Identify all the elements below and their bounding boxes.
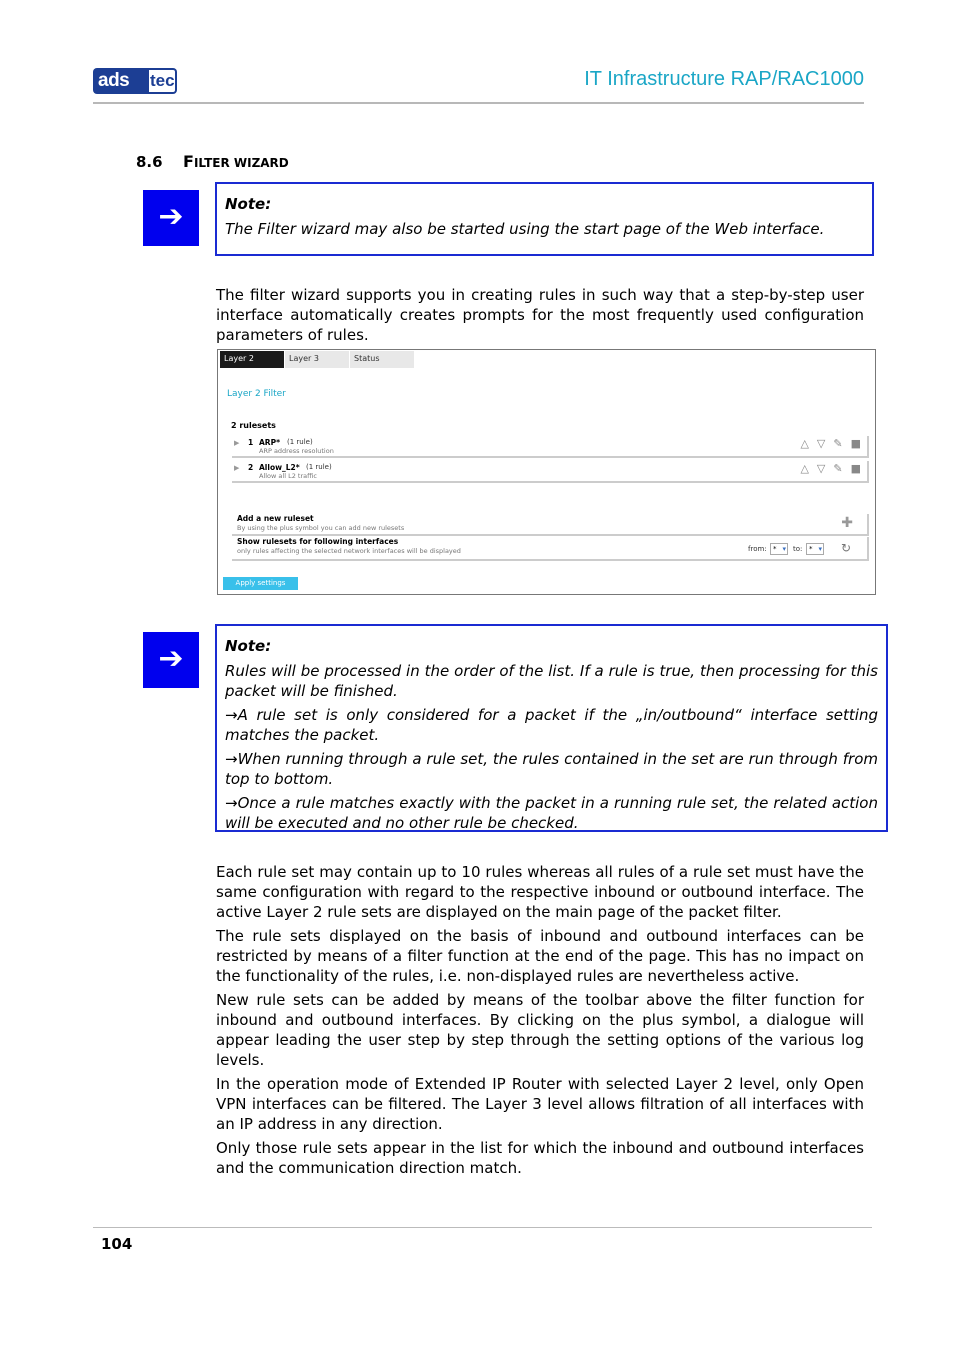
- move-down-icon[interactable]: ▽: [816, 437, 826, 450]
- delete-trash-icon[interactable]: ■: [850, 462, 861, 475]
- page-number: 104: [101, 1235, 133, 1253]
- from-label: from:: [748, 545, 767, 553]
- expand-triangle-icon[interactable]: ▶: [234, 464, 240, 472]
- section-number: 8.6: [136, 153, 163, 171]
- delete-trash-icon[interactable]: ■: [850, 437, 861, 450]
- note-text: The Filter wizard may also be started using the start page of the Web interface.: [225, 220, 825, 238]
- note-paragraph: →When running through a rule set, the rules contained in the set are run through from top to bottom.: [225, 750, 878, 788]
- ruleset-index: 2: [248, 463, 254, 472]
- note-paragraph: →Once a rule matches exactly with the packet in a running rule set, the related action will be executed and no other rule be checked.: [225, 794, 878, 832]
- refresh-icon[interactable]: ↻: [840, 541, 851, 555]
- ruleset-rule-count: (1 rule): [287, 438, 313, 446]
- ruleset-rule-count: (1 rule): [306, 463, 332, 471]
- interface-filter-bar: [232, 537, 869, 561]
- body-text: [216, 862, 864, 1182]
- body-paragraph: Each rule set may contain up to 10 rules whereas all rules of a rule set must have the same configuration with regard to the respective inbound or outbound interface. The active Layer 2 rule sets are displayed on the main page of the packet filter.: [216, 863, 864, 921]
- ruleset-actions: [800, 437, 861, 450]
- interface-filter-title: Show rulesets for following interfaces: [237, 537, 399, 546]
- expand-triangle-icon[interactable]: ▶: [234, 439, 240, 447]
- layer-filter-title: Layer 2 Filter: [227, 389, 286, 399]
- ruleset-description: Allow all L2 traffic: [259, 472, 317, 480]
- interface-filter-description: only rules affecting the selected network interfaces will be displayed: [237, 547, 461, 555]
- move-up-icon[interactable]: △: [800, 462, 809, 475]
- note-box-2: [215, 624, 888, 832]
- to-label: to:: [793, 545, 803, 553]
- note-arrow-icon: ➔: [143, 190, 199, 246]
- tab-layer-2[interactable]: Layer 2: [220, 351, 284, 368]
- move-up-icon[interactable]: △: [800, 437, 809, 450]
- ruleset-actions: [800, 462, 861, 475]
- from-select[interactable]: * ▾: [770, 543, 788, 555]
- plus-icon[interactable]: ✚: [841, 515, 853, 531]
- body-paragraph: In the operation mode of Extended IP Router with selected Layer 2 level, only Open VPN interfaces can be filtered. The Layer 3 level allows filtration of all interfaces with an IP address in any direction.: [216, 1075, 864, 1133]
- add-ruleset-description: By using the plus symbol you can add new rulesets: [237, 524, 405, 532]
- edit-wrench-icon[interactable]: ✎: [833, 437, 843, 450]
- note-arrow-icon: ➔: [143, 632, 199, 688]
- add-ruleset-title: Add a new ruleset: [237, 514, 314, 523]
- intro-paragraph: [216, 285, 864, 349]
- footer-divider: [93, 1227, 872, 1228]
- move-down-icon[interactable]: ▽: [816, 462, 826, 475]
- logo-tec-text: tec: [149, 68, 177, 94]
- section-heading: [136, 152, 289, 171]
- note-paragraph: Rules will be processed in the order of the list. If a rule is true, then processing for this packet will be finished.: [225, 662, 878, 700]
- ruleset-row[interactable]: [232, 436, 869, 458]
- apply-settings-button[interactable]: Apply settings: [223, 577, 298, 590]
- tab-bar: [220, 351, 415, 368]
- note-title: Note:: [225, 195, 272, 213]
- adstec-logo: [93, 68, 177, 94]
- ruleset-row[interactable]: [232, 461, 869, 483]
- section-title-initial: F: [183, 152, 194, 171]
- ruleset-index: 1: [248, 438, 254, 447]
- ruleset-name[interactable]: ARP*: [259, 438, 280, 447]
- note-paragraph: →A rule set is only considered for a packet if the „in/outbound“ interface setting matches the packet.: [225, 706, 878, 744]
- rulesets-heading: 2 rulesets: [231, 421, 276, 430]
- tab-status[interactable]: Status: [350, 351, 414, 368]
- edit-wrench-icon[interactable]: ✎: [833, 462, 843, 475]
- note-title: Note:: [225, 637, 272, 655]
- intro-text: The filter wizard supports you in creating rules in such way that a step-by-step user interface automatically creates prompts for the most frequently used configuration parameters of rules.: [216, 286, 864, 344]
- body-paragraph: New rule sets can be added by means of the toolbar above the filter function for inbound and outbound interfaces. By clicking on the plus symbol, a dialogue will appear leading the user step by step through the setting options of the various log levels.: [216, 991, 864, 1069]
- body-paragraph: The rule sets displayed on the basis of inbound and outbound interfaces can be restricted by means of a filter function at the end of the page. This has no impact on the functionality of the rules, i.e. non-displayed rules are nevertheless active.: [216, 927, 864, 985]
- document-title: IT Infrastructure RAP/RAC1000: [584, 68, 864, 90]
- logo-ads-text: ads: [93, 68, 149, 94]
- filter-wizard-screenshot: [217, 349, 876, 595]
- ruleset-name[interactable]: Allow_L2*: [259, 463, 300, 472]
- to-select[interactable]: * ▾: [806, 543, 824, 555]
- body-paragraph: Only those rule sets appear in the list for which the inbound and outbound interfaces and the communication direction match.: [216, 1139, 864, 1177]
- ruleset-description: ARP address resolution: [259, 447, 334, 455]
- tab-layer-3[interactable]: Layer 3: [285, 351, 349, 368]
- note-box-1: [215, 182, 874, 256]
- header-divider: [93, 102, 864, 104]
- add-ruleset-bar: [232, 514, 869, 536]
- section-title-rest: ILTER WIZARD: [193, 156, 289, 170]
